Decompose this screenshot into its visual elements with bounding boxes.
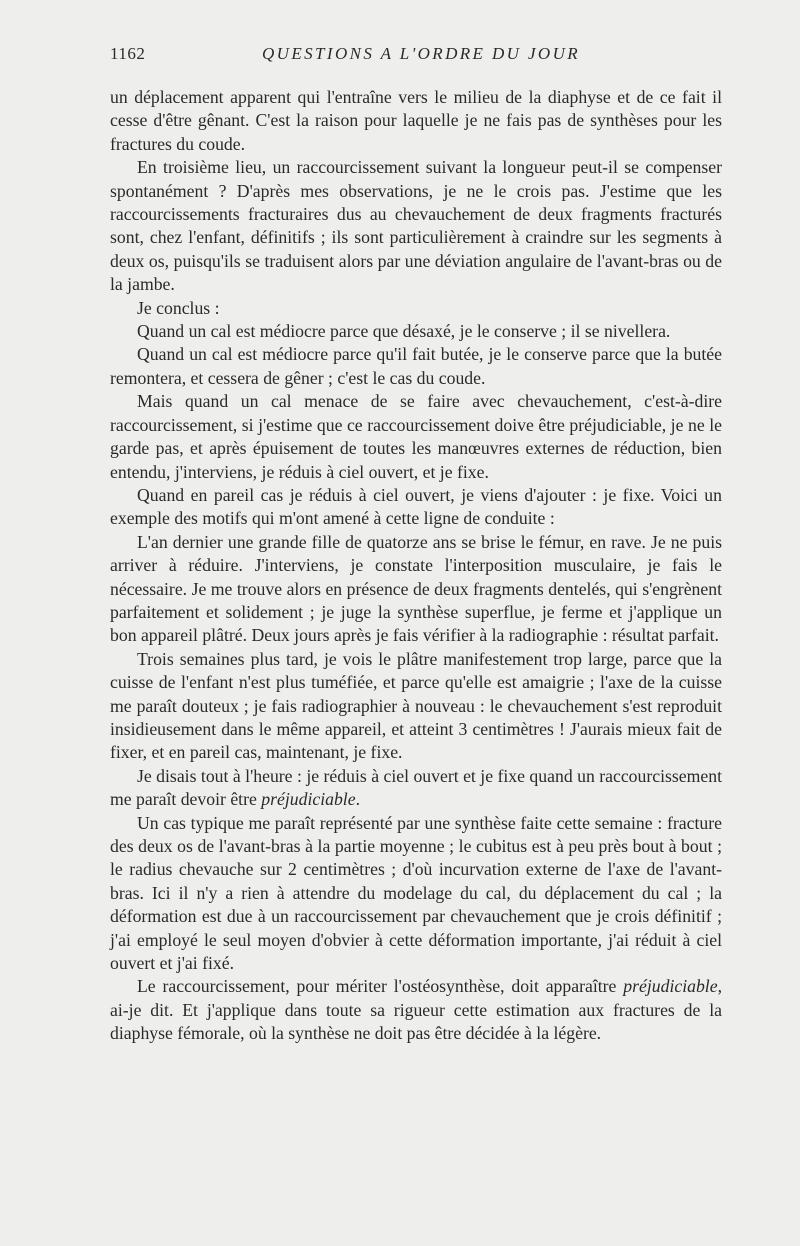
paragraph: Quand un cal est médiocre parce qu'il fait butée, je le conserve parce que la butée remontera, et cessera de gêner ; c'est le cas du coude. [110,344,722,388]
paragraph: Je conclus : [137,297,220,318]
running-title: QUESTIONS A L'ORDRE DU JOUR [262,44,581,63]
paragraph: En troisième lieu, un raccourcissement suivant la longueur peut-il se compenser spontanément ? D'après mes observations, je ne le crois pas. J'estime que les raccourcissements fracturaires dus au chevauchement de deux fragments fracturés sont, chez l'enfant, définitifs ; ils sont particulièrement à craindre sur les segments à deux os, puisqu'ils se traduisent alors par une déviation angulaire de l'avant-bras ou de la jambe. [110,157,722,295]
paragraph: Mais quand un cal menace de se faire avec chevauchement, c'est-à-dire raccourcissement, si j'estime que ce raccourcissement doive être préjudiciable, je ne le garde pas, et après épuisement de toutes les manœuvres externes de réduction, bien entendu, j'interviens, je réduis à ciel ouvert, et je fixe. [110,391,722,482]
emphasis-text: préjudiciable [623,976,718,997]
paragraph-text: Je disais tout à l'heure : je réduis à ciel ouvert et je fixe quand un raccourcissement me paraît devoir être [110,765,722,810]
emphasis-text: préjudiciable [261,789,356,810]
paragraph-text: , ai-je dit. Et j'applique dans toute sa rigueur cette estimation aux fractures de la diaphyse fémorale, où la synthèse ne doit pas être décidée à la légère. [110,976,722,1044]
paragraph-text: Le raccourcissement, pour mériter l'ostéosynthèse, doit apparaître [137,976,624,997]
paragraph: Quand un cal est médiocre parce que désaxé, je le conserve ; il se nivellera. [137,321,671,342]
page-header [110,44,722,68]
paragraph [110,765,722,812]
paragraph: Trois semaines plus tard, je vois le plâtre manifestement trop large, parce que la cuisse de l'enfant n'est plus tuméfiée, et parce qu'elle est amaigrie ; l'axe de la cuisse me paraît douteux ; je fais radiographier à nouveau : le chevauchement s'est reproduit insidieusement dans le même appareil, et atteint 3 centimètres ! J'aurais mieux fait de fixer, et en pareil cas, maintenant, je fixe. [110,648,722,763]
paragraph: un déplacement apparent qui l'entraîne vers le milieu de la diaphyse et de ce fait il cesse d'être gênant. C'est la raison pour laquelle je ne fais pas de synthèses pour les fractures du coude. [110,87,722,154]
paragraph: Un cas typique me paraît représenté par une synthèse faite cette semaine : fracture des deux os de l'avant-bras à la partie moyenne ; le cubitus est à peu près bout à bout ; le radius chevauche sur 2 centimètres ; d'où incurvation externe de l'axe de l'avant-bras. Ici il n'y a rien à attendre du modelage du cal, du déplacement du cal ; la déformation est due à un raccourcissement par chevauchement que je crois définitif ; j'ai employé le seul moyen d'obvier à cette déformation importante, j'ai réduit à ciel ouvert et j'ai fixé. [110,812,722,974]
body-text [110,86,722,1046]
paragraph: Quand en pareil cas je réduis à ciel ouvert, je viens d'ajouter : je fixe. Voici un exemple des motifs qui m'ont amené à cette ligne de conduite : [110,484,722,529]
page-number: 1162 [110,44,146,63]
paragraph: L'an dernier une grande fille de quatorze ans se brise le fémur, en rave. Je ne puis arriver à réduire. J'interviens, je constate l'interposition musculaire, je fais le nécessaire. Je me trouve alors en présence de deux fragments dentelés, qui s'engrènent parfaitement et solidement ; je juge la synthèse superflue, je ferme et j'applique un bon appareil plâtré. Deux jours après je fais vérifier à la radiographie : résultat parfait. [110,531,722,646]
paragraph [110,975,722,1045]
paragraph-text: . [355,789,360,810]
